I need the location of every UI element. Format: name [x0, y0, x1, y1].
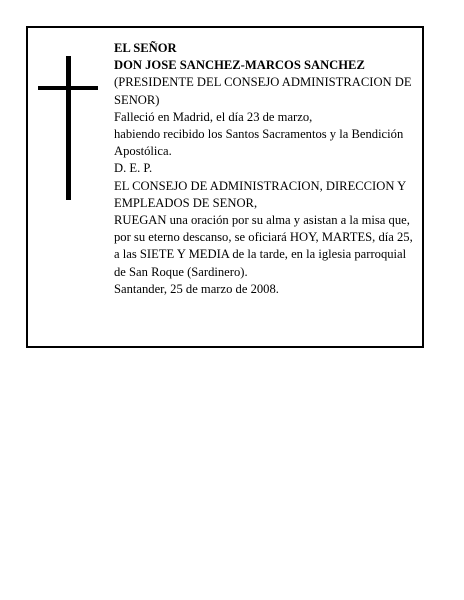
mass-request: RUEGAN una oración por su alma y asistan a la misa que, por su eterno descanso, se oficiará HOY, MARTES, día 25, a las SIETE Y MEDIA de la tarde, en la iglesia parroquial de San Roque (Sardinero). [114, 213, 413, 279]
notice-text [114, 40, 420, 298]
mourners-line: EL CONSEJO DE ADMINISTRACION, DIRECCION Y EMPLEADOS DE SENOR, [114, 178, 406, 210]
place-date: Santander, 25 de marzo de 2008. [114, 281, 279, 296]
rip-line: D. E. P. [114, 161, 153, 176]
sacraments-statement: habiendo recibido los Santos Sacramentos y la Bendición Apostólica. [114, 127, 404, 159]
obituary-notice [26, 26, 424, 348]
deceased-position: (PRESIDENTE DEL CONSEJO ADMINISTRACION DE SENOR) [114, 75, 412, 107]
cross-horizontal-bar [38, 86, 98, 90]
deceased-name: DON JOSE SANCHEZ-MARCOS SANCHEZ [114, 58, 365, 73]
notice-title: EL SEÑOR [114, 41, 177, 55]
death-statement: Falleció en Madrid, el día 23 de marzo, [114, 109, 313, 124]
cross-icon [38, 56, 98, 200]
cross-vertical-bar [66, 56, 71, 200]
